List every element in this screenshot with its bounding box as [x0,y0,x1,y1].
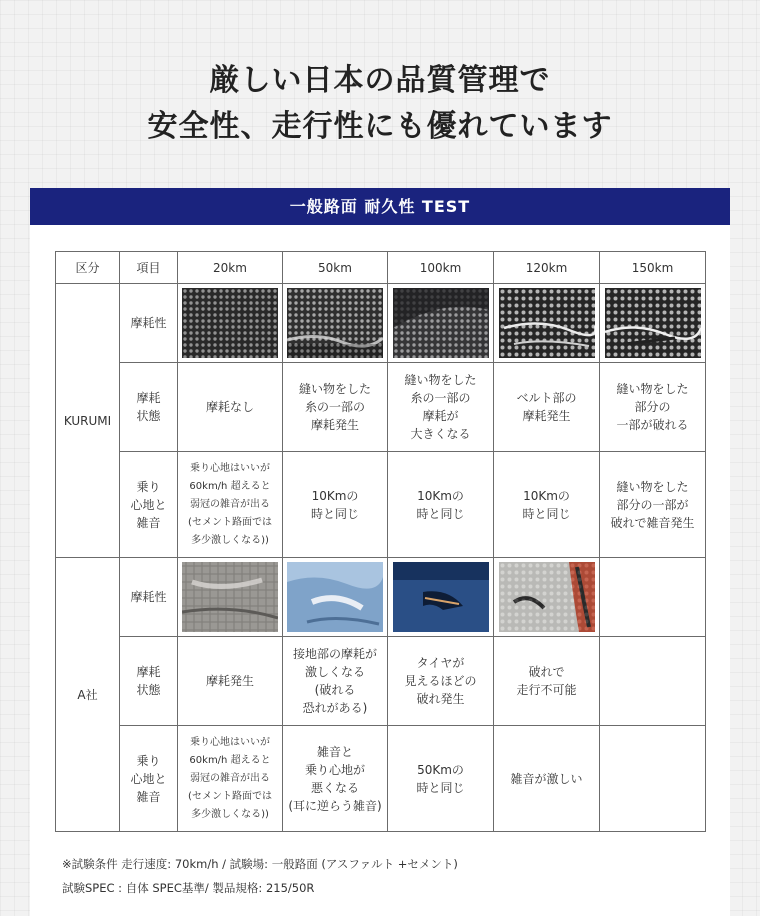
a-company-ride-label: 乗り 心地と 雑音 [120,726,178,832]
kurumi-state-50km: 縫い物をした 糸の一部の 摩耗発生 [283,363,388,452]
kurumi-state-120km: ベルト部の 摩耗発生 [494,363,600,452]
a-company-state-150km [600,637,706,726]
kurumi-100km-image [393,288,489,358]
kurumi-label: KURUMI [56,284,120,558]
a-company-label: A社 [56,558,120,832]
header-row [56,252,706,284]
headline-line-1: 厳しい日本の品質管理で [209,63,551,98]
kurumi-ride-150km: 縫い物をした 部分の一部が 破れで雑音発生 [600,452,706,558]
kurumi-ride-50km: 10Kmの 時と同じ [283,452,388,558]
durability-table [55,251,706,832]
kurumi-photo-150km [600,284,706,363]
kurumi-photo-120km [494,284,600,363]
notes-conditions: ※試験条件 走行速度: 70km/h / 試験場: 一般路面 (アスファルト +セメント) [62,857,458,871]
a-company-state-label: 摩耗 状態 [120,637,178,726]
header-20km: 20km [178,252,283,284]
kurumi-120km-image [499,288,595,358]
notes-spec: 試験SPEC : 自体 SPEC基準/ 製品規格: 215/50R [62,881,315,895]
a-company-state-50km: 接地部の摩耗が 激しくなる (破れる 恐れがある) [283,637,388,726]
header-50km: 50km [283,252,388,284]
a-company-photo-150km [600,558,706,637]
headline [0,58,760,150]
kurumi-state-150km: 縫い物をした 部分の 一部が破れる [600,363,706,452]
header-category: 区分 [56,252,120,284]
a-company-120km-image [499,562,595,632]
a-company-100km-image [393,562,489,632]
a-company-state-row [56,637,706,726]
header-100km: 100km [388,252,494,284]
test-banner [30,188,730,225]
kurumi-photo-100km [388,284,494,363]
headline-line-2: 安全性、走行性にも優れています [147,109,613,144]
a-company-20km-image [182,562,278,632]
kurumi-50km-image [287,288,383,358]
kurumi-state-20km: 摩耗なし [178,363,283,452]
kurumi-ride-20km: 乗り心地はいいが 60km/h 超えると 弱冠の雑音が出る (セメント路面では 多少激しくなる)) [178,452,283,558]
kurumi-20km-image [182,288,278,358]
kurumi-photo-20km [178,284,283,363]
kurumi-state-100km: 縫い物をした 糸の一部の 摩耗が 大きくなる [388,363,494,452]
a-company-state-20km: 摩耗発生 [178,637,283,726]
a-company-ride-120km: 雑音が激しい [494,726,600,832]
a-company-photo-100km [388,558,494,637]
a-company-ride-50km: 雑音と 乗り心地が 悪くなる (耳に逆らう雑音) [283,726,388,832]
header-item: 項目 [120,252,178,284]
a-company-photo-50km [283,558,388,637]
a-company-ride-20km: 乗り心地はいいが 60km/h 超えると 弱冠の雑音が出る (セメント路面では 多少激しくなる)) [178,726,283,832]
kurumi-ride-120km: 10Kmの 時と同じ [494,452,600,558]
a-company-photo-120km [494,558,600,637]
kurumi-wear-row [56,284,706,363]
a-company-ride-150km [600,726,706,832]
kurumi-wear-label: 摩耗性 [120,284,178,363]
kurumi-ride-100km: 10Kmの 時と同じ [388,452,494,558]
banner-title: 一般路面 耐久性 TEST [289,197,471,216]
kurumi-ride-label: 乗り 心地と 雑音 [120,452,178,558]
test-notes [62,852,458,900]
kurumi-photo-50km [283,284,388,363]
kurumi-ride-row [56,452,706,558]
kurumi-150km-image [605,288,701,358]
test-card [30,188,730,916]
header-120km: 120km [494,252,600,284]
a-company-state-100km: タイヤが 見えるほどの 破れ発生 [388,637,494,726]
header-150km: 150km [600,252,706,284]
a-company-ride-100km: 50Kmの 時と同じ [388,726,494,832]
a-company-wear-label: 摩耗性 [120,558,178,637]
kurumi-state-label: 摩耗 状態 [120,363,178,452]
a-company-50km-image [287,562,383,632]
kurumi-state-row [56,363,706,452]
a-company-photo-20km [178,558,283,637]
a-company-ride-row [56,726,706,832]
a-company-wear-row [56,558,706,637]
a-company-state-120km: 破れで 走行不可能 [494,637,600,726]
